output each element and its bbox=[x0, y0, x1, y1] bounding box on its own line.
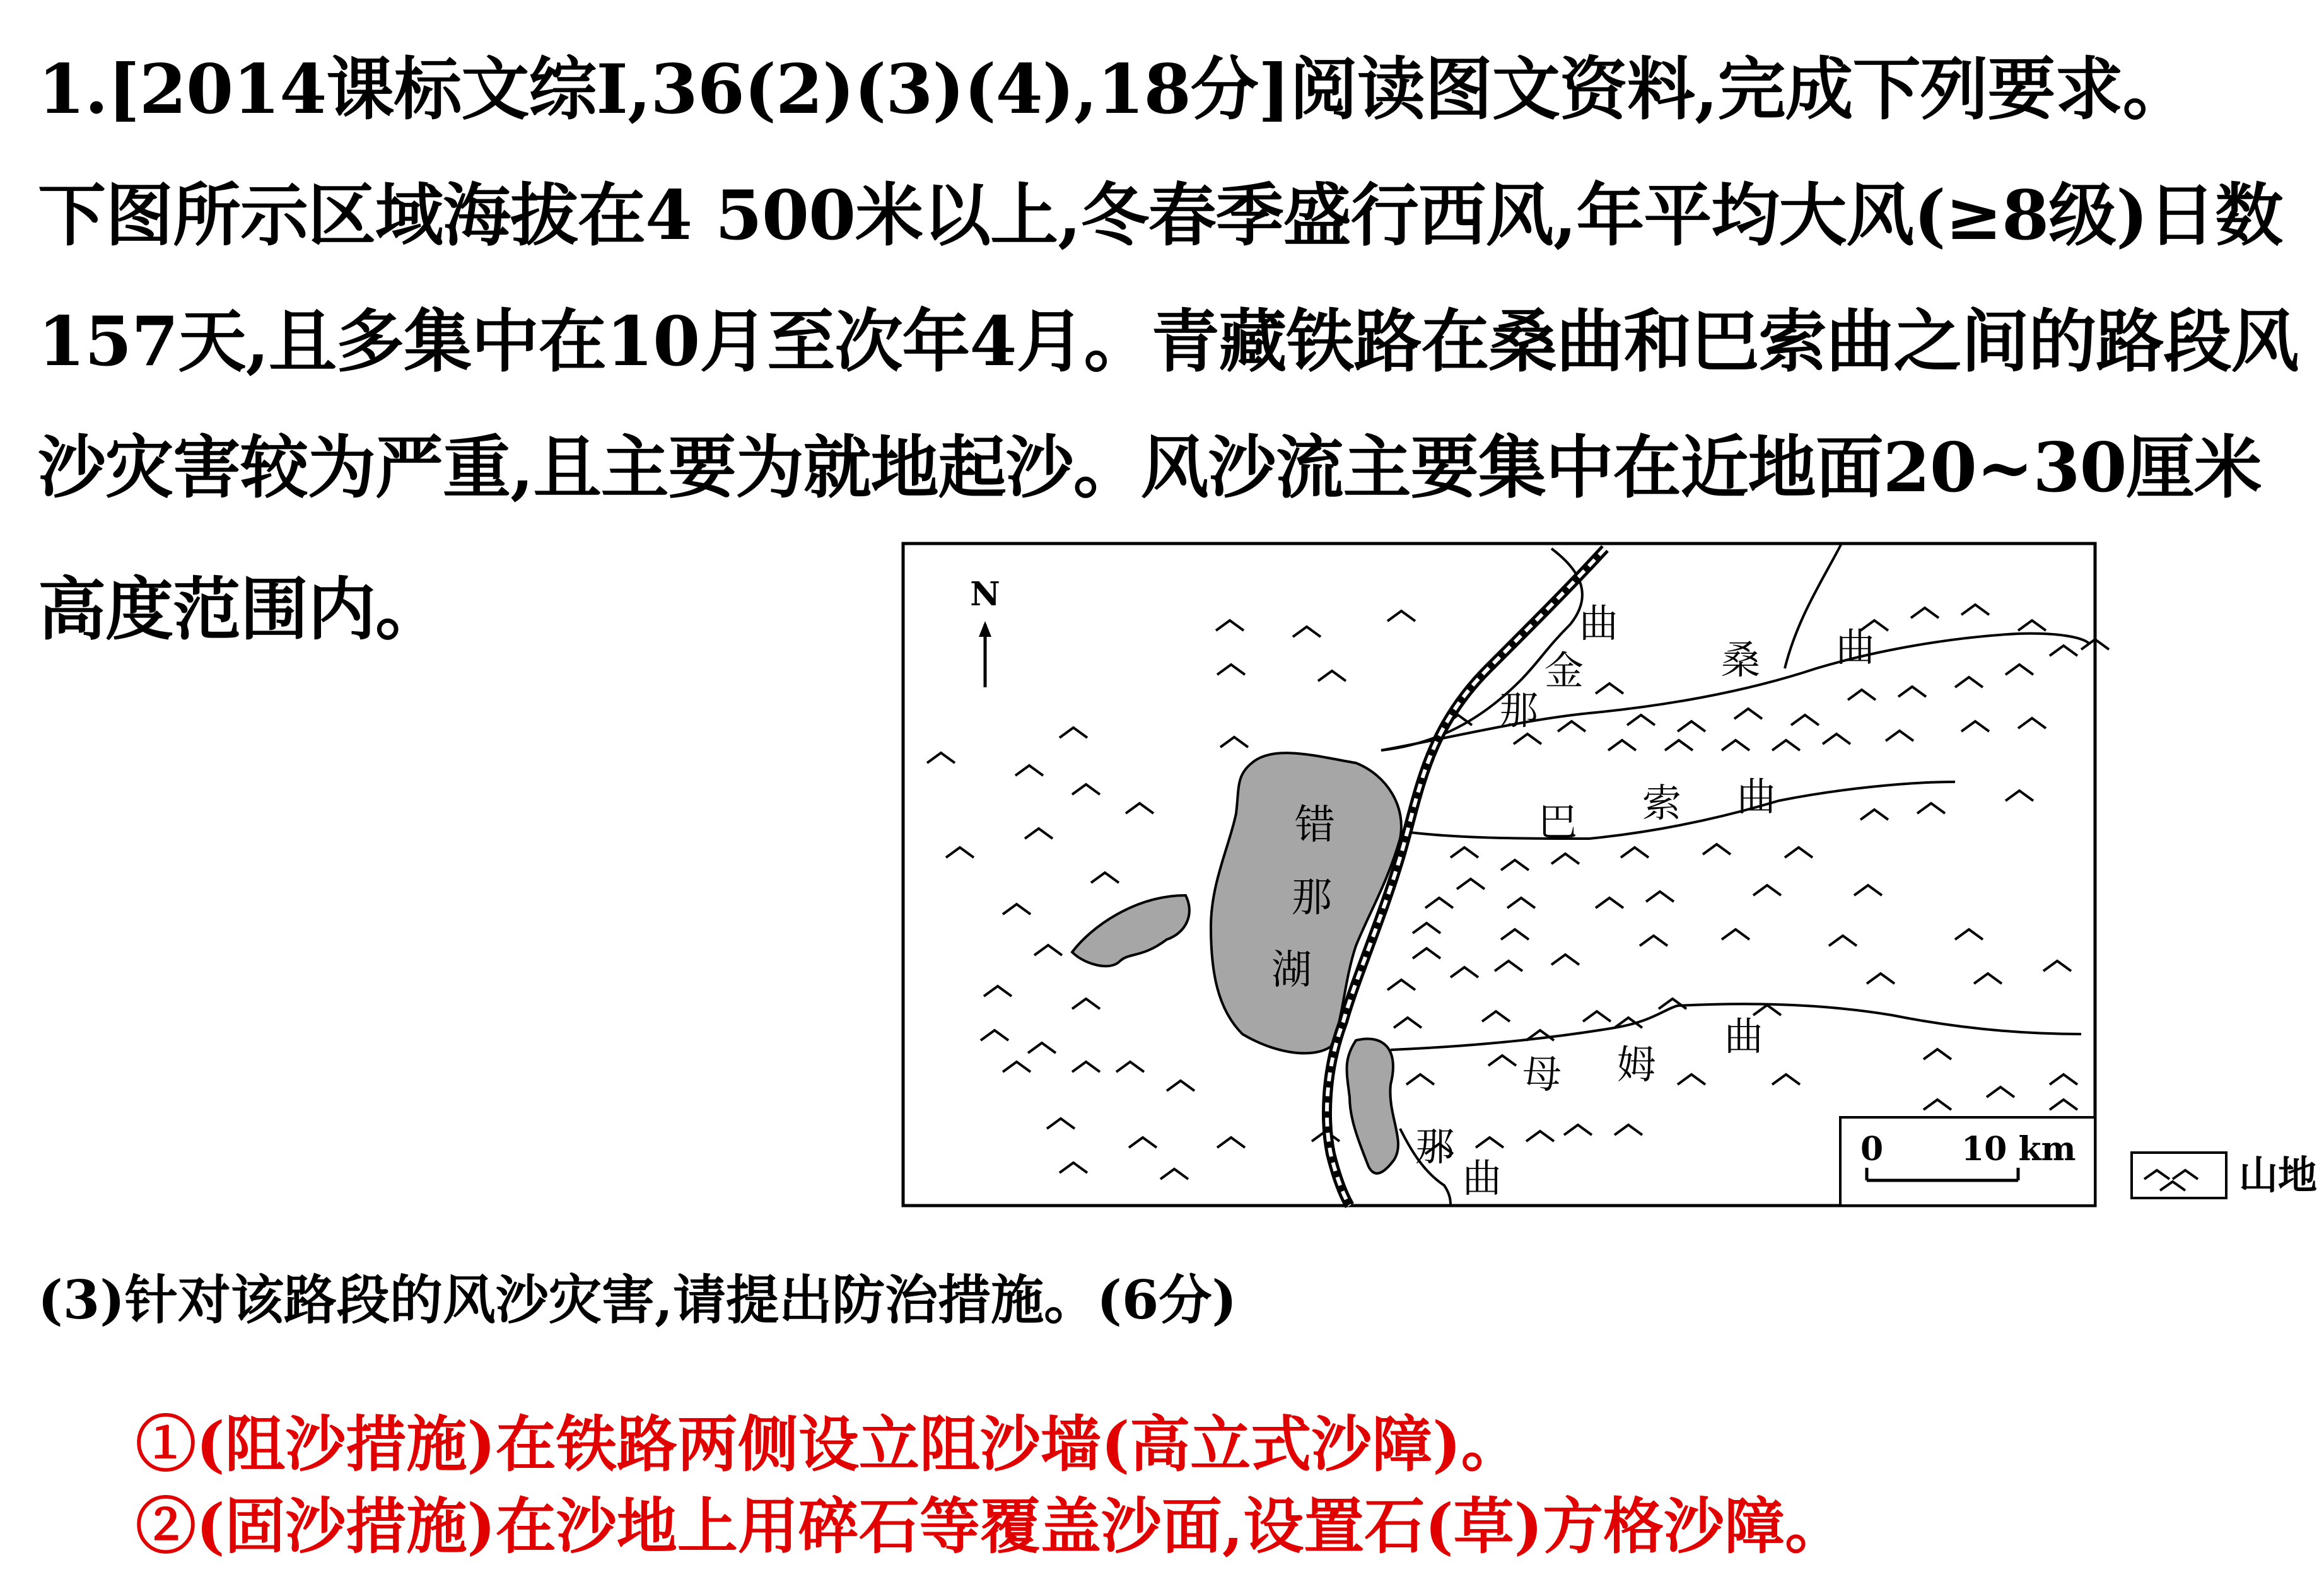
river-label-suo: 索 bbox=[1642, 780, 1682, 826]
question-line-5: 高度范围内。 bbox=[38, 570, 443, 649]
river-label-ba-qu: 曲 bbox=[1736, 774, 1777, 820]
lake-label-3: 湖 bbox=[1271, 947, 1312, 994]
north-label: N bbox=[970, 575, 1000, 614]
subquestion: (3)针对该路段的风沙灾害,请提出防治措施。(6分) bbox=[38, 1269, 1237, 1331]
question-line-2: 下图所示区域海拔在4 500米以上,冬春季盛行西风,年平均大风(≥8级)日数 bbox=[38, 176, 2283, 255]
map-frame bbox=[903, 544, 2095, 1206]
scale-zero: 0 bbox=[1860, 1130, 1884, 1168]
river-label-mu2: 姆 bbox=[1616, 1042, 1657, 1088]
question-line-1: 1.[2014课标文综Ⅰ,36(2)(3)(4),18分]阅读图文资料,完成下列要求。 bbox=[38, 50, 2190, 129]
lake-label-2: 那 bbox=[1292, 875, 1332, 921]
question-line-3: 157天,且多集中在10月至次年4月。青藏铁路在桑曲和巴索曲之间的路段风 bbox=[38, 302, 2299, 381]
river-label-jin: 金 bbox=[1544, 648, 1584, 694]
river-label-mu-qu: 曲 bbox=[1724, 1013, 1764, 1059]
answer-2: ②(固沙措施)在沙地上用碎石等覆盖沙面,设置石(草)方格沙障。 bbox=[136, 1491, 1846, 1562]
legend-mountain-icon bbox=[2132, 1153, 2226, 1198]
lake-label-1: 错 bbox=[1295, 802, 1335, 849]
river-label-qu-top: 曲 bbox=[1579, 600, 1619, 646]
question-line-4: 沙灾害较为严重,且主要为就地起沙。风沙流主要集中在近地面20~30厘米 bbox=[38, 428, 2262, 508]
river-label-na-qu: 曲 bbox=[1462, 1155, 1502, 1201]
scale-value: 10 km bbox=[1961, 1130, 2076, 1168]
river-label-sang-qu: 曲 bbox=[1835, 624, 1876, 670]
river-label-mu: 母 bbox=[1522, 1051, 1562, 1097]
river-label-na-top: 那 bbox=[1498, 687, 1539, 733]
river-label-na-bottom: 那 bbox=[1415, 1124, 1455, 1170]
river-label-sang: 桑 bbox=[1720, 637, 1761, 683]
legend-label: 山地 bbox=[2239, 1152, 2318, 1198]
river-label-ba: 巴 bbox=[1538, 799, 1578, 845]
answer-1: ①(阻沙措施)在铁路两侧设立阻沙墙(高立式沙障)。 bbox=[136, 1409, 1522, 1480]
